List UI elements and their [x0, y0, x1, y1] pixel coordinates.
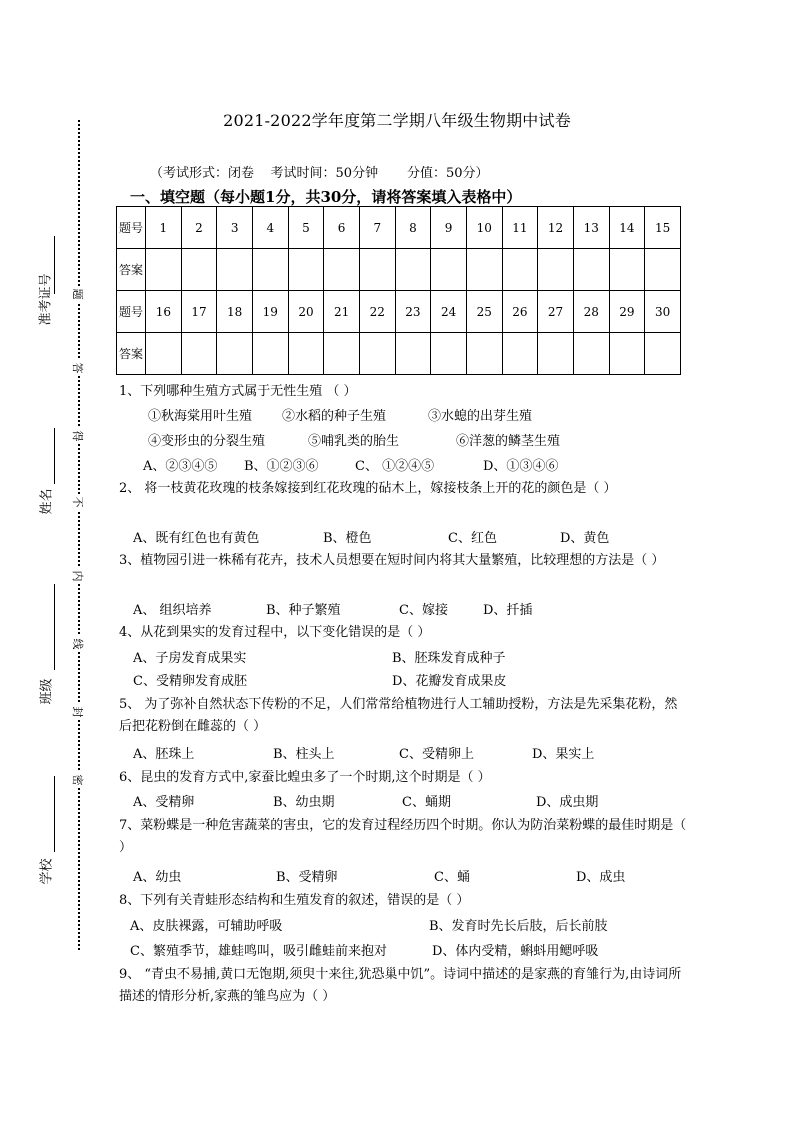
q1-option-a: A、②③④⑤ — [143, 459, 218, 474]
answer-row — [117, 249, 681, 291]
q5-option-a: A、胚珠上 — [133, 747, 195, 762]
question-number-cell: 19 — [252, 291, 288, 333]
exam-id-label: 准考证号 — [38, 273, 54, 326]
row-header: 题号 — [117, 291, 146, 333]
question-number-cell: 23 — [395, 291, 431, 333]
question-number-cell: 18 — [217, 291, 253, 333]
question-number-cell: 24 — [431, 291, 467, 333]
answer-cell[interactable] — [324, 249, 360, 291]
answer-cell[interactable] — [538, 249, 574, 291]
question-number-row — [117, 207, 681, 249]
q2-option-c: C、红色 — [448, 531, 497, 546]
q8-option-d: D、体内受精，蝌蚪用鳃呼吸 — [432, 944, 599, 959]
q4-option-a: A、子房发育成果实 — [133, 651, 247, 666]
answer-cell[interactable] — [573, 249, 609, 291]
row-header: 题号 — [117, 207, 146, 249]
q6-option-b: B、幼虫期 — [273, 795, 335, 810]
q6-option-c: C、蛹期 — [402, 795, 451, 810]
q6-option-a: A、受精卵 — [133, 795, 195, 810]
q1-statement: ④变形虫的分裂生殖 — [148, 434, 266, 449]
answer-cell[interactable] — [146, 333, 182, 375]
answer-cell[interactable] — [146, 249, 182, 291]
q7-option-c: C、蛹 — [434, 870, 470, 885]
question-number-cell: 28 — [573, 291, 609, 333]
question-number-cell: 25 — [466, 291, 502, 333]
question-number-cell: 20 — [288, 291, 324, 333]
q1-statement: ③水螅的出芽生殖 — [428, 409, 533, 424]
q7-option-a: A、幼虫 — [133, 870, 182, 885]
question-9: 9、 “青虫不易捕,黄口无饱期,须臾十来往,犹恐巢中饥”。诗词中描述的是家燕的育雏行为,由诗词所描述的情形分析,家燕的雏鸟应为（ ） — [119, 967, 682, 1004]
answer-cell[interactable] — [466, 249, 502, 291]
answer-cell[interactable] — [538, 333, 574, 375]
question-5: 5、 为了弥补自然状态下传粉的不足，人们常常给植物进行人工辅助授粉，方法是先采集花粉，然后把花粉倒在雌蕊的（ ） — [119, 697, 678, 734]
seal-char: 题 — [70, 286, 86, 302]
q1-option-b: B、①②③⑥ — [244, 459, 319, 474]
question-number-cell: 30 — [645, 291, 681, 333]
q3-option-a: A、 组织培养 — [133, 603, 212, 618]
q2-option-b: B、橙色 — [323, 531, 372, 546]
answer-cell[interactable] — [431, 333, 467, 375]
q6-option-d: D、成虫期 — [536, 795, 599, 810]
answer-cell[interactable] — [609, 249, 645, 291]
answer-cell[interactable] — [645, 333, 681, 375]
question-number-cell: 29 — [609, 291, 645, 333]
question-number-cell: 13 — [573, 207, 609, 249]
answer-cell[interactable] — [359, 333, 395, 375]
question-number-cell: 5 — [288, 207, 324, 249]
school-label: 学校 — [39, 858, 55, 885]
answer-cell[interactable] — [645, 249, 681, 291]
q4-option-c: C、受精卵发育成胚 — [133, 674, 247, 689]
exam-title: 2021-2022学年度第二学期八年级生物期中试卷 — [223, 111, 571, 130]
question-number-cell: 27 — [538, 291, 574, 333]
answer-cell[interactable] — [395, 249, 431, 291]
question-number-cell: 21 — [324, 291, 360, 333]
question-1: 1、下列哪种生殖方式属于无性生殖 （ ） — [119, 384, 357, 399]
q5-option-d: D、果实上 — [532, 747, 595, 762]
question-8: 8、下列有关青蛙形态结构和生殖发育的叙述，错误的是（ ） — [119, 893, 470, 908]
q3-option-d: D、扦插 — [483, 603, 533, 618]
q1-option-c: C、 ①②④⑤ — [355, 459, 435, 474]
answer-cell[interactable] — [217, 333, 253, 375]
answer-cell[interactable] — [466, 333, 502, 375]
class-label: 班级 — [39, 678, 55, 705]
q1-option-d: D、①③④⑥ — [483, 459, 559, 474]
q4-option-b: B、胚珠发育成种子 — [392, 651, 506, 666]
question-number-cell: 11 — [502, 207, 538, 249]
answer-cell[interactable] — [181, 249, 217, 291]
question-number-cell: 3 — [217, 207, 253, 249]
seal-char: 答 — [70, 360, 86, 376]
seal-char: 得 — [70, 428, 86, 444]
name-label: 姓名 — [39, 488, 55, 515]
q7-option-d: D、成虫 — [576, 870, 626, 885]
answer-cell[interactable] — [288, 333, 324, 375]
q5-option-c: C、受精卵上 — [399, 747, 474, 762]
q2-option-d: D、黄色 — [560, 531, 610, 546]
school-line — [54, 776, 55, 852]
q8-option-c: C、繁殖季节，雄蛙鸣叫，吸引雌蛙前来抱对 — [130, 944, 387, 959]
question-number-cell: 9 — [431, 207, 467, 249]
question-number-cell: 15 — [645, 207, 681, 249]
row-header: 答案 — [117, 333, 146, 375]
question-number-cell: 6 — [324, 207, 360, 249]
question-6: 6、昆虫的发育方式中,家蚕比蝗虫多了一个时期,这个时期是（ ） — [119, 770, 491, 785]
question-number-cell: 8 — [395, 207, 431, 249]
question-number-cell: 14 — [609, 207, 645, 249]
row-header: 答案 — [117, 249, 146, 291]
seal-char: 内 — [70, 568, 86, 584]
q1-statement: ②水稻的种子生殖 — [282, 409, 387, 424]
exam-info: （考试形式：闭卷 考试时间：50分钟 分值：50分） — [150, 166, 489, 181]
answer-table — [116, 206, 681, 375]
q2-option-a: A、既有红色也有黄色 — [133, 531, 260, 546]
exam-id-line — [54, 236, 55, 294]
question-number-cell: 22 — [359, 291, 395, 333]
q3-option-c: C、嫁接 — [399, 603, 448, 618]
answer-cell[interactable] — [288, 249, 324, 291]
answer-cell[interactable] — [252, 249, 288, 291]
q1-statement: ⑤哺乳类的胎生 — [308, 434, 400, 449]
answer-cell[interactable] — [395, 333, 431, 375]
answer-cell[interactable] — [431, 249, 467, 291]
name-line — [54, 428, 55, 484]
answer-cell[interactable] — [252, 333, 288, 375]
q1-statement: ⑥洋葱的鳞茎生殖 — [456, 434, 561, 449]
seal-char: 不 — [70, 494, 86, 510]
question-2: 2、 将一枝黄花玫瑰的枝条嫁接到红花玫瑰的砧木上，嫁接枝条上开的花的颜色是（ ） — [119, 481, 617, 496]
question-number-cell: 16 — [146, 291, 182, 333]
q4-option-d: D、花瓣发育成果皮 — [392, 674, 507, 689]
answer-cell[interactable] — [324, 333, 360, 375]
question-number-cell: 26 — [502, 291, 538, 333]
q8-option-a: A、皮肤裸露，可辅助呼吸 — [130, 919, 283, 934]
q1-statement: ①秋海棠用叶生殖 — [148, 409, 253, 424]
question-number-cell: 4 — [252, 207, 288, 249]
answer-cell[interactable] — [181, 333, 217, 375]
question-number-cell: 12 — [538, 207, 574, 249]
question-number-cell: 2 — [181, 207, 217, 249]
seal-char: 封 — [70, 704, 86, 720]
answer-cell[interactable] — [573, 333, 609, 375]
question-7: 7、菜粉蝶是一种危害蔬菜的害虫，它的发育过程经历四个时期。你认为防治菜粉蝶的最佳时期是（ ） — [119, 818, 687, 855]
question-number-cell: 17 — [181, 291, 217, 333]
section-title: 一、填空题（每小题1分，共30分，请将答案填入表格中） — [130, 188, 522, 206]
q5-option-b: B、柱头上 — [273, 747, 335, 762]
seal-dotted-line — [78, 120, 80, 950]
question-number-row — [117, 291, 681, 333]
seal-char: 线 — [70, 636, 86, 652]
answer-cell[interactable] — [359, 249, 395, 291]
answer-cell[interactable] — [502, 249, 538, 291]
question-4: 4、从花到果实的发育过程中，以下变化错误的是（ ） — [119, 625, 431, 640]
question-number-cell: 10 — [466, 207, 502, 249]
q8-option-b: B、发育时先长后肢，后长前肢 — [429, 919, 608, 934]
q3-option-b: B、种子繁殖 — [266, 603, 341, 618]
seal-char: 密 — [70, 772, 86, 788]
answer-row — [117, 333, 681, 375]
question-number-cell: 7 — [359, 207, 395, 249]
q7-option-b: B、受精卵 — [276, 870, 338, 885]
answer-cell[interactable] — [502, 333, 538, 375]
question-3: 3、植物园引进一株稀有花卉，技术人员想要在短时间内将其大量繁殖，比较理想的方法是（ ） — [119, 553, 665, 568]
answer-cell[interactable] — [609, 333, 645, 375]
question-number-cell: 1 — [146, 207, 182, 249]
answer-cell[interactable] — [217, 249, 253, 291]
class-line — [54, 584, 55, 670]
